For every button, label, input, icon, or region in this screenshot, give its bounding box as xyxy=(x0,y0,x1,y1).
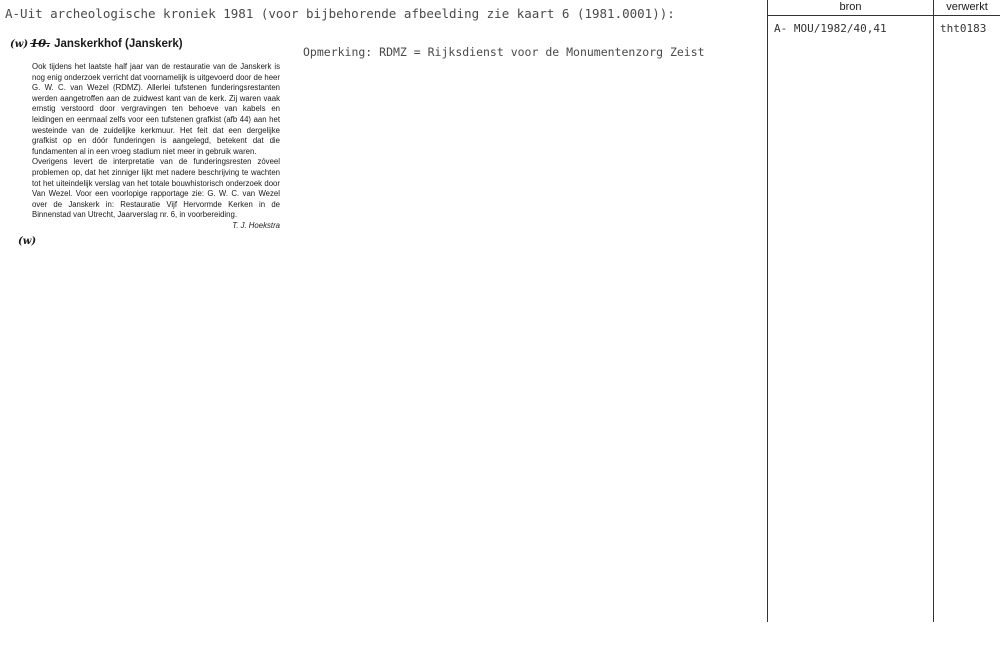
article-marker: (w) xyxy=(10,39,29,50)
table-border-middle xyxy=(933,0,934,622)
cell-verwerkt: tht0183 xyxy=(940,22,987,35)
cell-bron: A- MOU/1982/40,41 xyxy=(774,22,887,35)
article-title: Janskerkhof (Janskerk) xyxy=(54,38,183,50)
table-header-rule xyxy=(767,15,1000,16)
column-header-bron: bron xyxy=(839,1,862,13)
column-header-verwerkt: verwerkt xyxy=(946,1,988,13)
article-author: T. J. Hoekstra xyxy=(232,220,280,230)
remark: Opmerking: RDMZ = Rijksdienst voor de Monumentenzorg Zeist xyxy=(303,45,705,59)
article-body-container xyxy=(32,62,280,230)
table-border-left xyxy=(767,0,768,622)
article-body: Ook tijdens het laatste half jaar van de restauratie van de Janskerk is nog enig onderzoek verricht dat voornamelijk is uitgevoerd door de heer G. W. C. van Wezel (RDMZ). Allerlei tufstenen funderingsrestanten werden aangetroffen aan de zuidwest kant van de kerk. Zij waren vaak ernstig verstoord door vergravingen ten behoeve van kabels en leidingen en eenmaal zelfs voor een tufstenen grafkist (afb 44) aan het westeinde van de zuidelijke kerkmuur. Het feit dat een dergelijke grafkist op en dóór funderingen is aangelegd, betekent dat die fundamenten al in een vroeg stadium niet meer in gebruik waren. Overigens levert de interpretatie van de funderingsresten zóveel problemen op, dat het zinniger lijkt met nadere beschrijving te wachten tot het uiteindelijk verslag van het totale bouwhistorisch onderzoek door Van Wezel. Voor een voorlopige rapportage zie: G. W. C. van Wezel over de Janskerk in: Restauratie Vijf Hervormde Kerken in de Binnenstad van Utrecht, Jaarverslag nr. 6, in voorbereiding. xyxy=(32,62,280,220)
article-title-row xyxy=(10,36,272,50)
document-heading: A-Uit archeologische kroniek 1981 (voor bijbehorende afbeelding zie kaart 6 (1981.0001)): xyxy=(5,6,675,21)
article-number: 10. xyxy=(30,36,51,50)
article xyxy=(10,36,280,232)
side-marker: (w) xyxy=(18,236,37,247)
